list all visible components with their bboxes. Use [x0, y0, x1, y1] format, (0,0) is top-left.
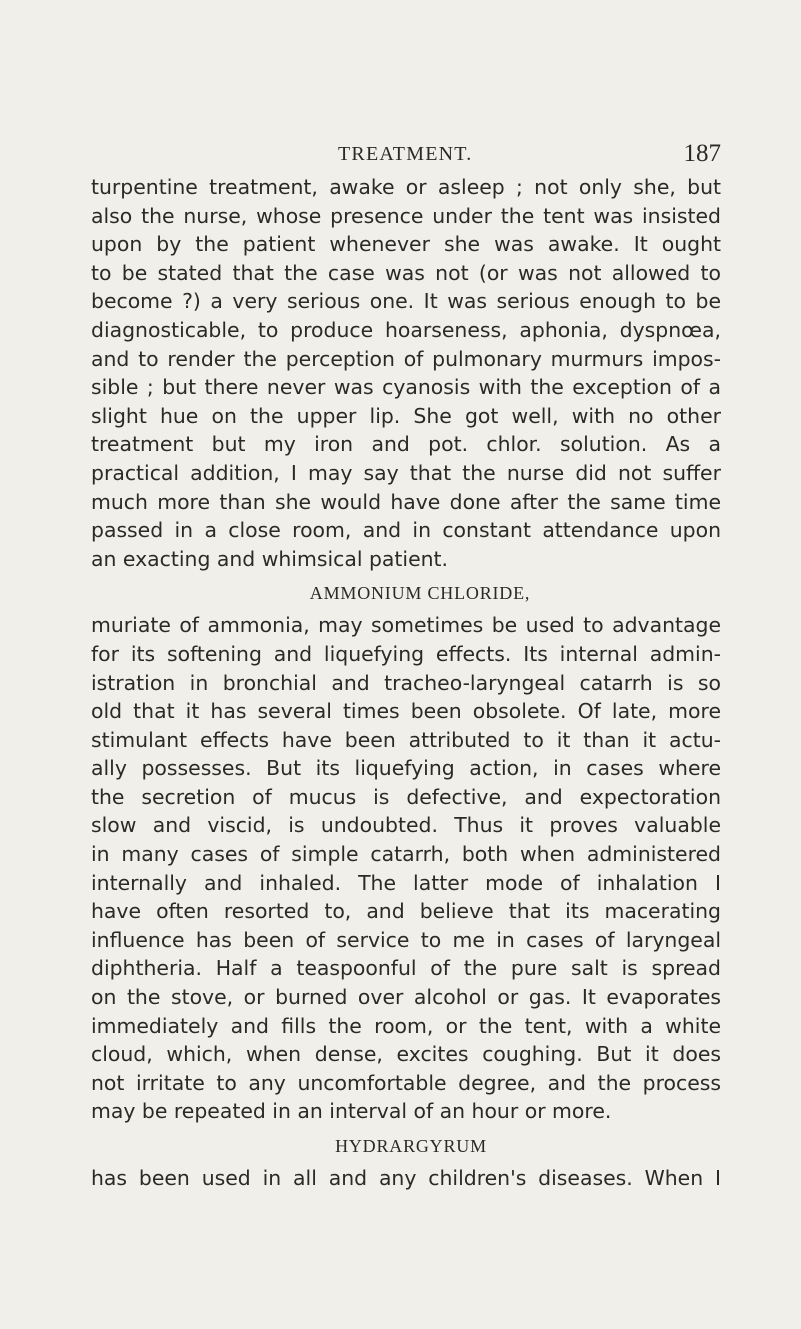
- text-line: internally and inhaled. The latter mode of inhalation I: [91, 870, 721, 895]
- text-line: istration in bronchial and tracheo-laryngeal catarrh is so: [91, 670, 721, 695]
- text-line: muriate of ammonia, may sometimes be used to advantage: [91, 613, 721, 638]
- body-text: [91, 173, 721, 1193]
- text-line: has been used in all and any children's diseases. When I: [91, 1166, 721, 1190]
- section-heading-hydrargyrum: HYDRARGYRUM: [335, 1136, 487, 1156]
- text-line: slow and viscid, is undoubted. Thus it proves valuable: [91, 813, 721, 838]
- text-line: stimulant effects have been attributed to it than it actu-: [91, 727, 721, 752]
- running-head: [91, 139, 721, 169]
- running-title: TREATMENT.: [338, 143, 473, 165]
- text-line: influence has been of service to me in cases of laryngeal: [91, 927, 721, 952]
- text-line: have often resorted to, and believe that its macerating: [91, 899, 721, 924]
- text-line: for its softening and liquefying effects. Its internal admin-: [91, 641, 721, 666]
- paragraph-ammonium-chloride: [91, 611, 721, 1126]
- text-line: practical addition, I may say that the nurse did not suffer: [91, 460, 721, 485]
- page-number: 187: [683, 140, 721, 167]
- text-line: slight hue on the upper lip. She got well, with no other: [91, 403, 721, 428]
- text-line: may be repeated in an interval of an hour or more.: [91, 1099, 612, 1124]
- text-line: in many cases of simple catarrh, both when administered: [91, 842, 721, 867]
- text-line: become ?) a very serious one. It was serious enough to be: [91, 289, 721, 314]
- text-line: turpentine treatment, awake or asleep ; not only she, but: [91, 175, 721, 199]
- text-line: also the nurse, whose presence under the tent was insisted: [91, 203, 721, 228]
- text-line: and to render the perception of pulmonary murmurs impos-: [91, 346, 721, 371]
- paragraph-turpentine: [91, 173, 721, 573]
- text-line: on the stove, or burned over alcohol or gas. It evaporates: [91, 985, 721, 1010]
- text-line: ally possesses. But its liquefying action, in cases where: [91, 756, 721, 781]
- text-line: passed in a close room, and in constant attendance upon: [91, 518, 721, 543]
- paragraph-hydrargyrum: [91, 1164, 721, 1193]
- text-line: diagnosticable, to produce hoarseness, aphonia, dyspnœa,: [91, 317, 721, 342]
- text-line: not irritate to any uncomfortable degree, and the process: [91, 1070, 721, 1095]
- text-line: immediately and fills the room, or the tent, with a white: [91, 1013, 721, 1038]
- text-line: an exacting and whimsical patient.: [91, 546, 449, 571]
- text-line: sible ; but there never was cyanosis with the exception of a: [91, 375, 721, 400]
- text-line: old that it has several times been obsolete. Of late, more: [91, 699, 721, 724]
- text-line: the secretion of mucus is defective, and expectoration: [91, 784, 721, 809]
- text-line: upon by the patient whenever she was awake. It ought: [91, 232, 721, 257]
- section-heading-ammonium-chloride: AMMONIUM CHLORIDE,: [309, 583, 531, 604]
- text-line: much more than she would have done after the same time: [91, 489, 721, 514]
- text-line: treatment but my iron and pot. chlor. solution. As a: [91, 432, 721, 457]
- text-line: to be stated that the case was not (or was not allowed to: [91, 260, 721, 285]
- text-line: diphtheria. Half a teaspoonful of the pure salt is spread: [91, 956, 721, 981]
- text-line: cloud, which, when dense, excites coughing. But it does: [91, 1042, 721, 1067]
